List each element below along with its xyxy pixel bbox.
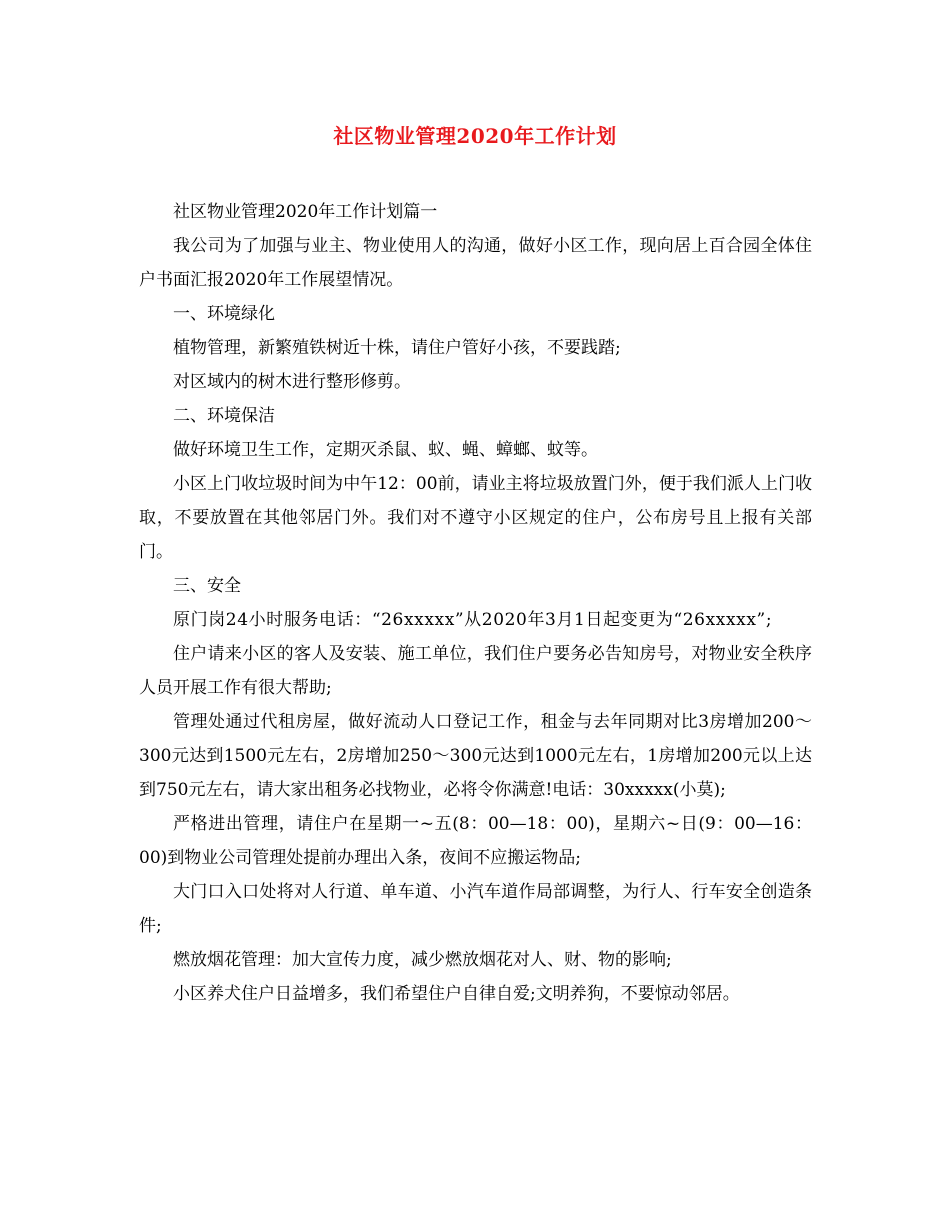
paragraph: 燃放烟花管理：加大宣传力度，减少燃放烟花对人、财、物的影响;: [173, 950, 672, 970]
paragraph: 我公司为了加强与业主、物业使用人的沟通，做好小区工作，现向居上百合园全体住户书面汇报2020年工作展望情况。: [139, 236, 812, 290]
document-body: [139, 195, 812, 1011]
paragraph: 小区上门收垃圾时间为中午12：00前，请业主将垃圾放置门外，便于我们派人上门收取，不要放置在其他邻居门外。我们对不遵守小区规定的住户，公布房号且上报有关部门。: [139, 474, 812, 562]
paragraph: 严格进出管理，请住户在星期一~五(8：00—18：00)，星期六~日(9：00—16：00)到物业公司管理处提前办理出入条，夜间不应搬运物品;: [139, 814, 812, 868]
paragraph: 小区养犬住户日益增多，我们希望住户自律自爱;文明养狗，不要惊动邻居。: [173, 984, 740, 1004]
paragraph: 住户请来小区的客人及安装、施工单位，我们住户要务必告知房号，对物业安全秩序人员开展工作有很大帮助;: [139, 644, 812, 698]
paragraph: 管理处通过代租房屋，做好流动人口登记工作，租金与去年同期对比3房增加200～300元达到1500元左右，2房增加250～300元达到1000元左右，1房增加200元以上达到750元左右，请大家出租务必找物业，必将令你满意!电话：30xxxxx(小莫);: [139, 712, 812, 800]
section-heading: 二、环境保洁: [173, 406, 275, 426]
section-heading: 一、环境绿化: [173, 304, 275, 324]
paragraph: 原门岗24小时服务电话：“26xxxxx”从2020年3月1日起变更为“26xxxxx”;: [173, 610, 773, 630]
paragraph: 大门口入口处将对人行道、单车道、小汽车道作局部调整，为行人、行车安全创造条件;: [139, 882, 812, 936]
section-heading: 三、安全: [173, 576, 241, 596]
paragraph: 对区域内的树木进行整形修剪。: [173, 372, 411, 392]
section-heading: 社区物业管理2020年工作计划篇一: [173, 202, 438, 222]
paragraph: 做好环境卫生工作，定期灭杀鼠、蚁、蝇、蟑螂、蚊等。: [173, 440, 598, 460]
paragraph: 植物管理，新繁殖铁树近十株，请住户管好小孩，不要践踏;: [173, 338, 621, 358]
document-title: 社区物业管理2020年工作计划: [333, 124, 617, 148]
